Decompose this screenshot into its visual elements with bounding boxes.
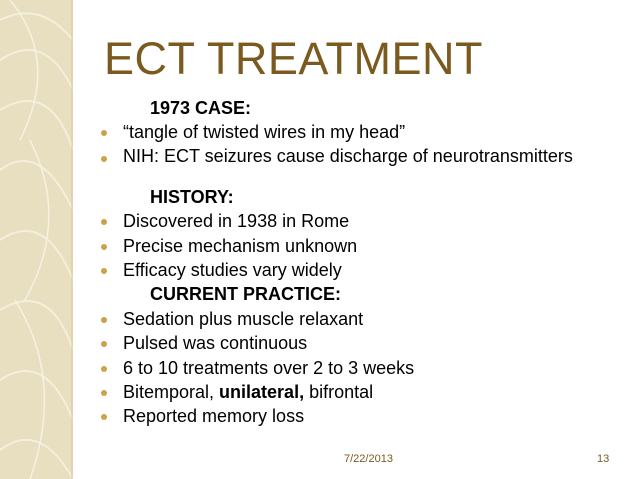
list-item: Sedation plus muscle relaxant — [84, 307, 604, 331]
slide-title: ECT TREATMENT — [104, 33, 484, 84]
section-heading-current-practice: CURRENT PRACTICE: — [150, 284, 341, 305]
slide-number: 13 — [597, 453, 610, 465]
list-item: “tangle of twisted wires in my head” — [84, 120, 604, 144]
bullet-dot-icon — [101, 156, 107, 162]
list-item: Reported memory loss — [84, 404, 604, 428]
bullet-dot-icon — [101, 219, 107, 225]
section-heading-history: HISTORY: — [150, 186, 234, 207]
bullet-dot-icon — [101, 244, 107, 250]
bullet-dot-icon — [101, 317, 107, 323]
list-item: NIH: ECT seizures cause discharge of neurotransmitters — [84, 145, 604, 185]
bullet-dot-icon — [101, 366, 107, 372]
bullet-dot-icon — [101, 268, 107, 274]
footer-date: 7/22/2013 — [344, 453, 393, 465]
list-item: Discovered in 1938 in Rome — [84, 209, 604, 233]
bullet-dot-icon — [101, 390, 107, 396]
list-item: Bitemporal, unilateral, bifrontal — [84, 380, 604, 404]
bullet-dot-icon — [101, 130, 107, 136]
bullet-dot-icon — [101, 414, 107, 420]
bullet-dot-icon — [101, 341, 107, 347]
decorative-curves — [0, 0, 73, 479]
decorative-left-strip — [0, 0, 73, 479]
list-item: Efficacy studies vary widely — [84, 258, 604, 282]
emphasis-unilateral: unilateral, — [219, 381, 305, 402]
list-item: Precise mechanism unknown — [84, 234, 604, 258]
list-item: 6 to 10 treatments over 2 to 3 weeks — [84, 356, 604, 380]
list-item: Pulsed was continuous — [84, 331, 604, 355]
slide-body — [84, 96, 604, 429]
section-heading-1973-case: 1973 CASE: — [150, 98, 252, 118]
